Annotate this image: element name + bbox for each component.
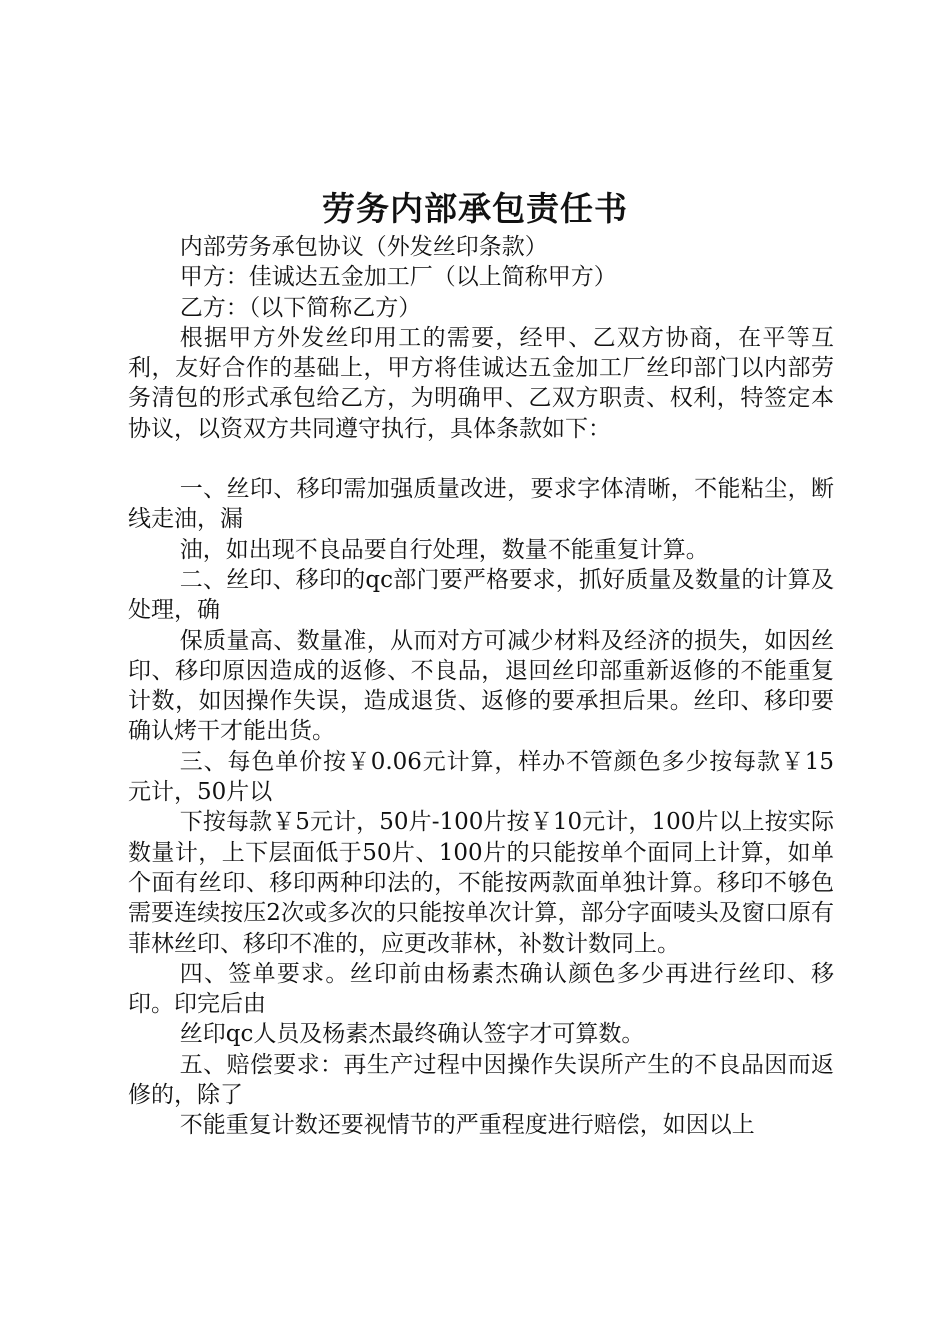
- paragraph-clause-5-cont: 不能重复计数还要视情节的严重程度进行赔偿，如因以上: [179, 1112, 755, 1139]
- paragraph-subtitle: 内部劳务承包协议（外发丝印条款）: [179, 234, 548, 260]
- paragraph-party-a: 甲方：佳诚达五金加工厂（以上简称甲方）: [179, 264, 617, 291]
- paragraph-clause-2-start: 二、丝印、移印的qc部门要严格要求，抓好质量及数量的计算及处理，确: [128, 566, 834, 624]
- paragraph-clause-5-start: 五、赔偿要求：再生产过程中因操作失误所产生的不良品因而返修的，除了: [128, 1051, 834, 1109]
- paragraph-clause-1-cont: 油，如出现不良品要自行处理，数量不能重复计算。: [179, 536, 709, 563]
- document-title: 劳务内部承包责任书: [322, 189, 628, 228]
- document-body: [128, 232, 834, 1141]
- paragraph-clause-3-start: 三、每色单价按￥0.06元计算，样办不管颜色多少按每款￥15元计，50片以: [128, 748, 834, 806]
- paragraph-party-b: 乙方：（以下简称乙方）: [179, 294, 422, 321]
- paragraph-clause-3-cont: 下按每款￥5元计，50片-100片按￥10元计，100片以上按实际数量计，上下层面低于50片、100片的只能按单个面同上计算，如单个面有丝印、移印两种印法的，不能按两款面单独计算。移印不够色需要连续按压2次或多次的只能按单次计算，部分字面唛头及窗口原有菲林丝印、移印不准的，应更改菲林，补数计数同上。: [128, 809, 834, 957]
- paragraph-preamble: 根据甲方外发丝印用工的需要，经甲、乙双方协商，在平等互利，友好合作的基础上，甲方将佳诚达五金加工厂丝印部门以内部劳务清包的形式承包给乙方，为明确甲、乙双方职责、权利，特签定本协议，以资双方共同遵守执行，具体条款如下：: [128, 324, 834, 442]
- paragraph-clause-4-cont: 丝印qc人员及杨素杰最终确认签字才可算数。: [179, 1021, 645, 1048]
- paragraph-spacer: [128, 444, 834, 474]
- paragraph-clause-1-start: 一、丝印、移印需加强质量改进，要求字体清晰，不能粘尘，断线走油，漏: [128, 476, 834, 533]
- paragraph-clause-2-cont: 保质量高、数量准，从而对方可减少材料及经济的损失，如因丝印、移印原因造成的返修、不良品，退回丝印部重新返修的不能重复计数，如因操作失误，造成退货、返修的要承担后果。丝印、移印要确认烤干才能出货。: [128, 627, 834, 745]
- paragraph-clause-4-start: 四、签单要求。丝印前由杨素杰确认颜色多少再进行丝印、移印。印完后由: [128, 960, 834, 1018]
